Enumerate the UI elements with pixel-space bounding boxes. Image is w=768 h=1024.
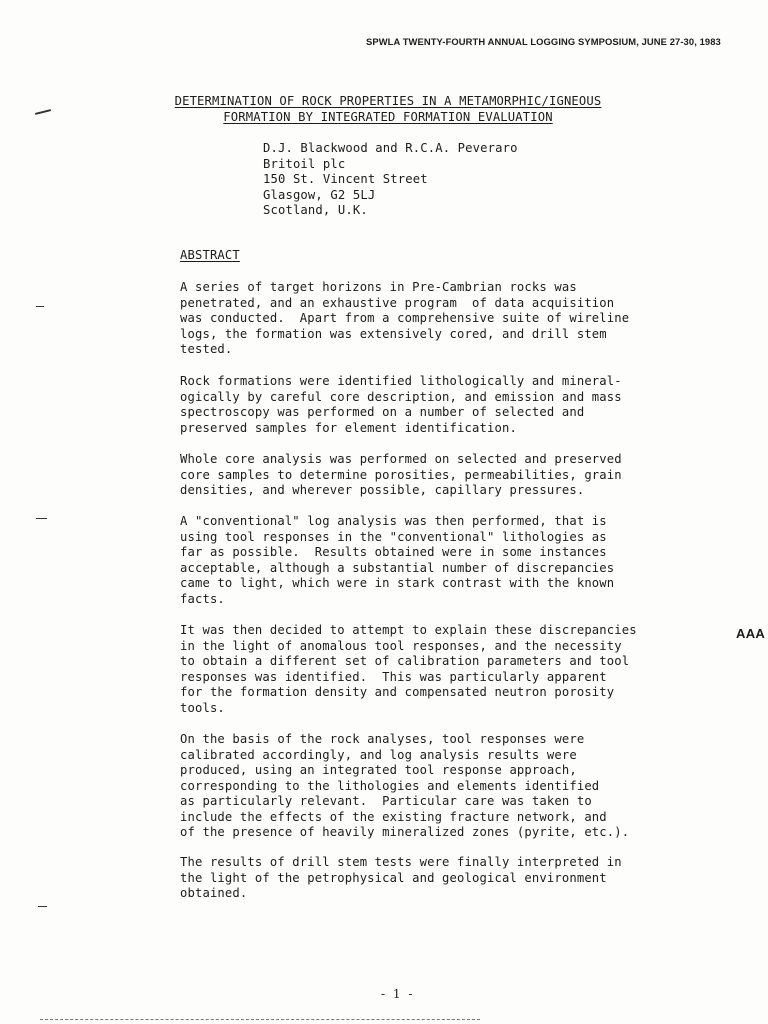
text-line: produced, using an integrated tool response approach, [180,763,577,777]
text-line: densities, and wherever possible, capillary pressures. [180,483,585,497]
text-line: Whole core analysis was performed on selected and preserved [180,452,622,466]
abstract-paragraph [180,855,650,902]
abstract-heading: ABSTRACT [180,248,240,262]
abstract-paragraph [180,452,650,499]
conference-header: SPWLA TWENTY-FOURTH ANNUAL LOGGING SYMPOSIUM, JUNE 27-30, 1983 [366,36,721,47]
title-line-1: DETERMINATION OF ROCK PROPERTIES IN A METAMORPHIC/IGNEOUS [174,94,602,108]
abstract-paragraph [180,623,650,716]
text-line: acceptable, although a substantial number of discrepancies [180,560,615,575]
text-line: include the effects of the existing fracture network, and [180,809,607,824]
text-line: facts. [180,591,225,606]
text-line: using tool responses in the "conventional" lithologies as [180,529,607,544]
author-company: Britoil plc [263,156,346,171]
author-street: 150 St. Vincent Street [263,172,428,186]
text-line: spectroscopy was performed on a number of selected and [180,405,585,419]
text-line: core samples to determine porosities, permeabilities, grain [180,467,622,482]
text-line: On the basis of the rock analyses, tool responses were [180,732,585,746]
text-line: A "conventional" log analysis was then performed, that is [180,514,607,528]
paper-title [168,94,608,125]
scan-mark [35,109,51,115]
scan-mark [36,518,47,519]
text-line: ogically by careful core description, and emission and mass [180,389,622,404]
text-line: far as possible. Results obtained were in some instances [180,545,607,559]
text-line: responses was identified. This was particularly apparent [180,669,607,684]
text-line: The results of drill stem tests were finally interpreted in [180,855,622,869]
scan-mark [38,906,47,907]
text-line: penetrated, and an exhaustive program of data acquisition [180,295,615,310]
author-country: Scotland, U.K. [263,203,368,217]
text-line: A series of target horizons in Pre-Cambrian rocks was [180,280,577,294]
text-line: in the light of anomalous tool responses, and the necessity [180,638,622,653]
text-line: obtained. [180,886,248,900]
scan-mark [36,306,44,307]
side-label: AAA [736,626,766,641]
text-line: logs, the formation was extensively cored, and drill stem [180,326,607,341]
author-city: Glasgow, G2 5LJ [263,187,376,202]
abstract-paragraph [180,514,650,607]
text-line: preserved samples for element identification. [180,420,517,435]
title-line-2: FORMATION BY INTEGRATED FORMATION EVALUATION [223,109,553,124]
text-line: was conducted. Apart from a comprehensive suite of wireline [180,311,630,325]
text-line: calibrated accordingly, and log analysis results were [180,747,577,762]
text-line: corresponding to the lithologies and elements identified [180,778,600,793]
author-block [263,141,518,219]
text-line: as particularly relevant. Particular care was taken to [180,794,592,808]
scan-edge [40,1019,480,1021]
author-names: D.J. Blackwood and R.C.A. Peveraro [263,141,518,155]
abstract-paragraph [180,732,650,841]
text-line: for the formation density and compensated neutron porosity [180,685,615,699]
page-number: - 1 - [381,987,415,1001]
text-line: came to light, which were in stark contrast with the known [180,576,615,590]
text-line: tested. [180,342,233,356]
abstract-paragraph [180,374,650,436]
abstract-paragraph [180,280,650,358]
text-line: It was then decided to attempt to explain these discrepancies [180,623,637,637]
text-line: of the presence of heavily mineralized zones (pyrite, etc.). [180,825,630,839]
text-line: tools. [180,700,225,715]
text-line: the light of the petrophysical and geological environment [180,870,607,885]
text-line: to obtain a different set of calibration parameters and tool [180,654,630,668]
text-line: Rock formations were identified lithologically and mineral- [180,374,622,388]
